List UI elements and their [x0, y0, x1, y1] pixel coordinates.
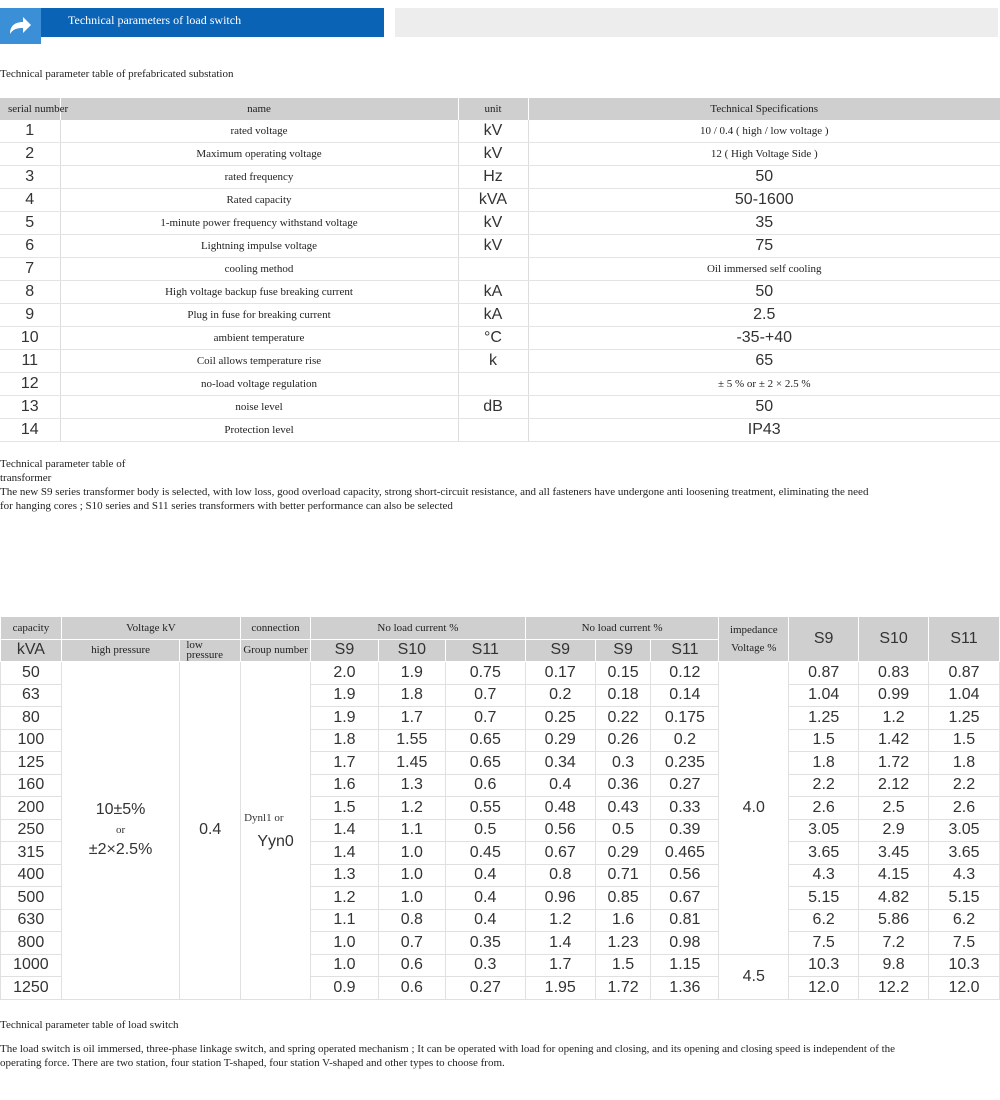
header-icon-box	[0, 8, 41, 44]
noload-b-cell: 1.15	[651, 954, 719, 977]
noload-b-cell: 0.43	[595, 797, 651, 820]
high-pressure-or: or	[115, 824, 126, 837]
noload-b-cell: 1.36	[651, 977, 719, 1000]
noload-b-cell: 0.2	[651, 729, 719, 752]
row-spec: ± 5 % or ± 2 × 2.5 %	[528, 373, 1000, 396]
series-cell: 5.15	[929, 887, 1000, 910]
table-row	[0, 396, 1000, 419]
series-cell: 2.6	[789, 797, 859, 820]
series-cell: 12.0	[789, 977, 859, 1000]
row-name: rated voltage	[60, 120, 458, 143]
table-row	[0, 258, 1000, 281]
noload-b-cell: 0.2	[525, 684, 595, 707]
noload-a-cell: 1.9	[311, 707, 379, 730]
substation-parameter-table	[0, 98, 1000, 442]
row-spec: 12 ( High Voltage Side )	[528, 143, 1000, 166]
load-switch-caption: Technical parameter table of load switch	[0, 1019, 179, 1031]
row-unit: k	[458, 350, 528, 373]
series-cell: 7.2	[859, 932, 929, 955]
noload-a-cell: 0.7	[445, 684, 525, 707]
header-kva: kVA	[1, 639, 62, 662]
noload-b-cell: 0.175	[651, 707, 719, 730]
row-serial: 7	[0, 258, 60, 281]
row-kva: 50	[1, 662, 62, 685]
header-capacity: capacity	[1, 617, 62, 640]
impedance-value-a: 4.0	[719, 662, 789, 955]
series-cell: 1.5	[929, 729, 1000, 752]
noload-a-cell: 0.35	[445, 932, 525, 955]
row-unit	[458, 258, 528, 281]
noload-a-cell: 0.6	[445, 774, 525, 797]
series-cell: 1.72	[859, 752, 929, 775]
noload-a-cell: 1.3	[378, 774, 445, 797]
series-cell: 5.86	[859, 909, 929, 932]
header-s9-c: S9	[789, 617, 859, 662]
noload-a-cell: 0.65	[445, 729, 525, 752]
noload-a-cell: 0.4	[445, 864, 525, 887]
header-s9-b2: S9	[595, 639, 651, 662]
header-spec: Technical Specifications	[528, 98, 1000, 120]
row-kva: 200	[1, 797, 62, 820]
noload-b-cell: 1.23	[595, 932, 651, 955]
table-row	[0, 304, 1000, 327]
noload-b-cell: 0.22	[595, 707, 651, 730]
noload-a-cell: 0.4	[445, 909, 525, 932]
row-serial: 4	[0, 189, 60, 212]
row-unit: Hz	[458, 166, 528, 189]
row-spec: IP43	[528, 419, 1000, 442]
noload-a-cell: 2.0	[311, 662, 379, 685]
header-name: name	[60, 98, 458, 120]
series-cell: 1.25	[789, 707, 859, 730]
row-name: High voltage backup fuse breaking current	[60, 281, 458, 304]
noload-b-cell: 0.15	[595, 662, 651, 685]
series-cell: 12.2	[859, 977, 929, 1000]
noload-a-cell: 1.1	[378, 819, 445, 842]
series-cell: 2.5	[859, 797, 929, 820]
noload-b-cell: 0.29	[595, 842, 651, 865]
noload-b-cell: 0.67	[525, 842, 595, 865]
row-spec: 35	[528, 212, 1000, 235]
high-pressure-value2: ±2×2.5%	[88, 841, 153, 859]
series-cell: 5.15	[789, 887, 859, 910]
header-serial: serial number	[0, 98, 60, 120]
noload-b-cell: 0.56	[651, 864, 719, 887]
series-cell: 1.2	[859, 707, 929, 730]
row-serial: 8	[0, 281, 60, 304]
series-cell: 3.65	[929, 842, 1000, 865]
table-row	[0, 189, 1000, 212]
header-group: Group number	[241, 639, 311, 662]
table-row	[0, 212, 1000, 235]
series-cell: 3.05	[789, 819, 859, 842]
table-row	[0, 281, 1000, 304]
row-unit: kV	[458, 143, 528, 166]
row-name: Plug in fuse for breaking current	[60, 304, 458, 327]
noload-a-cell: 0.5	[445, 819, 525, 842]
noload-b-cell: 0.14	[651, 684, 719, 707]
transformer-parameter-table	[0, 616, 1000, 1000]
header-s9-b: S9	[525, 639, 595, 662]
row-name: Coil allows temperature rise	[60, 350, 458, 373]
row-name: noise level	[60, 396, 458, 419]
noload-b-cell: 0.48	[525, 797, 595, 820]
row-kva: 400	[1, 864, 62, 887]
series-cell: 10.3	[929, 954, 1000, 977]
noload-b-cell: 0.96	[525, 887, 595, 910]
header-s11-b: S11	[651, 639, 719, 662]
row-kva: 315	[1, 842, 62, 865]
table-row	[1, 662, 1000, 685]
row-serial: 1	[0, 120, 60, 143]
load-switch-desc-line1: The load switch is oil immersed, three-phase linkage switch, and spring operated mechanism ; It can be operated with load for opening and closing, and its opening and closing speed is independent of the	[0, 1043, 896, 1055]
noload-a-cell: 1.7	[311, 752, 379, 775]
noload-b-cell: 0.71	[595, 864, 651, 887]
row-spec: 50-1600	[528, 189, 1000, 212]
series-cell: 6.2	[789, 909, 859, 932]
row-unit	[458, 373, 528, 396]
header-voltage: Voltage kV	[61, 617, 240, 640]
noload-b-cell: 0.18	[595, 684, 651, 707]
noload-b-cell: 0.36	[595, 774, 651, 797]
noload-a-cell: 1.2	[311, 887, 379, 910]
connection-line2: Yyn0	[257, 833, 294, 851]
row-spec: 2.5	[528, 304, 1000, 327]
noload-b-cell: 0.12	[651, 662, 719, 685]
series-cell: 1.8	[789, 752, 859, 775]
series-cell: 7.5	[929, 932, 1000, 955]
noload-b-cell: 0.8	[525, 864, 595, 887]
row-spec: 75	[528, 235, 1000, 258]
row-spec: 10 / 0.4 ( high / low voltage )	[528, 120, 1000, 143]
noload-a-cell: 1.0	[311, 932, 379, 955]
table-row	[0, 419, 1000, 442]
noload-a-cell: 0.7	[378, 932, 445, 955]
connection-line1: Dynl1 or	[244, 812, 284, 825]
noload-b-cell: 1.2	[525, 909, 595, 932]
row-serial: 11	[0, 350, 60, 373]
noload-a-cell: 1.9	[378, 662, 445, 685]
series-cell: 2.9	[859, 819, 929, 842]
merged-low-pressure: 0.4	[180, 662, 241, 1000]
row-name: no-load voltage regulation	[60, 373, 458, 396]
noload-a-cell: 1.8	[378, 684, 445, 707]
noload-a-cell: 1.0	[378, 842, 445, 865]
row-serial: 12	[0, 373, 60, 396]
transformer-desc-line1: The new S9 series transformer body is selected, with low loss, good overload capacity, strong short-circuit resistance, and all fasteners have undergone anti loosening treatment, eliminating the need	[0, 486, 869, 498]
row-kva: 250	[1, 819, 62, 842]
noload-b-cell: 0.25	[525, 707, 595, 730]
header-noload-a: No load current %	[311, 617, 526, 640]
row-unit: dB	[458, 396, 528, 419]
series-cell: 0.87	[929, 662, 1000, 685]
row-serial: 14	[0, 419, 60, 442]
row-name: cooling method	[60, 258, 458, 281]
header-s11-c: S11	[929, 617, 1000, 662]
table-row	[0, 350, 1000, 373]
series-cell: 3.05	[929, 819, 1000, 842]
noload-a-cell: 0.6	[378, 954, 445, 977]
series-cell: 2.2	[789, 774, 859, 797]
row-spec: 50	[528, 281, 1000, 304]
noload-a-cell: 1.9	[311, 684, 379, 707]
noload-b-cell: 0.33	[651, 797, 719, 820]
header-s11-a: S11	[445, 639, 525, 662]
noload-b-cell: 1.6	[595, 909, 651, 932]
noload-a-cell: 1.4	[311, 819, 379, 842]
row-name: Protection level	[60, 419, 458, 442]
row-kva: 630	[1, 909, 62, 932]
row-spec: 65	[528, 350, 1000, 373]
impedance-value-b: 4.5	[719, 954, 789, 999]
row-spec: -35-+40	[528, 327, 1000, 350]
noload-b-cell: 1.72	[595, 977, 651, 1000]
row-name: Lightning impulse voltage	[60, 235, 458, 258]
noload-a-cell: 0.27	[445, 977, 525, 1000]
noload-a-cell: 1.1	[311, 909, 379, 932]
row-unit: °C	[458, 327, 528, 350]
row-serial: 13	[0, 396, 60, 419]
header-impedance-line2: Voltage %	[731, 642, 777, 654]
noload-a-cell: 0.7	[445, 707, 525, 730]
noload-b-cell: 1.7	[525, 954, 595, 977]
table-row	[0, 327, 1000, 350]
noload-a-cell: 0.45	[445, 842, 525, 865]
noload-b-cell: 0.56	[525, 819, 595, 842]
noload-a-cell: 0.3	[445, 954, 525, 977]
header-s10-c: S10	[859, 617, 929, 662]
series-cell: 12.0	[929, 977, 1000, 1000]
table-row	[0, 373, 1000, 396]
header-low: low pressure	[180, 639, 241, 662]
row-name: 1-minute power frequency withstand voltage	[60, 212, 458, 235]
header-s10-a: S10	[378, 639, 445, 662]
noload-b-cell: 0.34	[525, 752, 595, 775]
series-cell: 10.3	[789, 954, 859, 977]
noload-b-cell: 0.29	[525, 729, 595, 752]
series-cell: 1.8	[929, 752, 1000, 775]
noload-b-cell: 0.27	[651, 774, 719, 797]
table-row	[0, 143, 1000, 166]
noload-a-cell: 0.6	[378, 977, 445, 1000]
row-kva: 1000	[1, 954, 62, 977]
row-unit: kV	[458, 120, 528, 143]
transformer-caption-line1: Technical parameter table of	[0, 458, 126, 470]
transformer-caption-line2: transformer	[0, 472, 52, 484]
series-cell: 3.65	[789, 842, 859, 865]
transformer-header-row-1	[1, 617, 1000, 640]
noload-a-cell: 1.45	[378, 752, 445, 775]
noload-a-cell: 1.0	[311, 954, 379, 977]
row-kva: 800	[1, 932, 62, 955]
row-serial: 6	[0, 235, 60, 258]
noload-a-cell: 1.55	[378, 729, 445, 752]
noload-b-cell: 0.67	[651, 887, 719, 910]
row-spec: 50	[528, 396, 1000, 419]
header-noload-b: No load current %	[525, 617, 719, 640]
series-cell: 1.5	[789, 729, 859, 752]
series-cell: 0.87	[789, 662, 859, 685]
row-name: Maximum operating voltage	[60, 143, 458, 166]
noload-a-cell: 1.7	[378, 707, 445, 730]
row-kva: 125	[1, 752, 62, 775]
row-name: rated frequency	[60, 166, 458, 189]
series-cell: 9.8	[859, 954, 929, 977]
transformer-desc-line2: for hanging cores ; S10 series and S11 series transformers with better performance can also be selected	[0, 500, 453, 512]
table-row	[0, 235, 1000, 258]
row-serial: 2	[0, 143, 60, 166]
series-cell: 4.3	[789, 864, 859, 887]
noload-b-cell: 0.81	[651, 909, 719, 932]
section-title-bar	[28, 8, 384, 37]
header-connection: connection	[241, 617, 311, 640]
noload-b-cell: 0.26	[595, 729, 651, 752]
row-unit: kA	[458, 281, 528, 304]
merged-connection-group	[241, 662, 311, 1000]
load-switch-desc-line2: operating force. There are two station, four station T-shaped, four station V-shaped and other types to choose from.	[0, 1057, 505, 1069]
noload-b-cell: 0.235	[651, 752, 719, 775]
row-kva: 1250	[1, 977, 62, 1000]
row-serial: 3	[0, 166, 60, 189]
row-unit: kV	[458, 235, 528, 258]
header-impedance-line1: impedance	[729, 624, 778, 636]
header-s9-a: S9	[311, 639, 379, 662]
series-cell: 7.5	[789, 932, 859, 955]
header-impedance	[719, 617, 789, 662]
noload-a-cell: 1.3	[311, 864, 379, 887]
row-serial: 10	[0, 327, 60, 350]
table-row	[0, 120, 1000, 143]
noload-a-cell: 0.65	[445, 752, 525, 775]
noload-b-cell: 0.17	[525, 662, 595, 685]
series-cell: 0.99	[859, 684, 929, 707]
noload-a-cell: 1.2	[378, 797, 445, 820]
row-serial: 9	[0, 304, 60, 327]
noload-a-cell: 1.6	[311, 774, 379, 797]
row-spec: Oil immersed self cooling	[528, 258, 1000, 281]
noload-b-cell: 0.465	[651, 842, 719, 865]
series-cell: 4.15	[859, 864, 929, 887]
row-name: ambient temperature	[60, 327, 458, 350]
series-cell: 3.45	[859, 842, 929, 865]
series-cell: 0.83	[859, 662, 929, 685]
row-kva: 500	[1, 887, 62, 910]
merged-high-pressure	[61, 662, 180, 1000]
noload-a-cell: 1.0	[378, 887, 445, 910]
noload-b-cell: 0.98	[651, 932, 719, 955]
noload-b-cell: 1.95	[525, 977, 595, 1000]
series-cell: 1.25	[929, 707, 1000, 730]
noload-b-cell: 0.3	[595, 752, 651, 775]
row-serial: 5	[0, 212, 60, 235]
series-cell: 1.04	[789, 684, 859, 707]
row-kva: 100	[1, 729, 62, 752]
header-unit: unit	[458, 98, 528, 120]
noload-b-cell: 0.5	[595, 819, 651, 842]
high-pressure-value: 10±5%	[95, 801, 146, 819]
noload-b-cell: 0.85	[595, 887, 651, 910]
noload-a-cell: 0.4	[445, 887, 525, 910]
row-unit: kVA	[458, 189, 528, 212]
series-cell: 2.12	[859, 774, 929, 797]
row-spec: 50	[528, 166, 1000, 189]
noload-b-cell: 1.5	[595, 954, 651, 977]
noload-a-cell: 1.5	[311, 797, 379, 820]
series-cell: 4.3	[929, 864, 1000, 887]
row-unit	[458, 419, 528, 442]
noload-b-cell: 0.4	[525, 774, 595, 797]
row-kva: 160	[1, 774, 62, 797]
noload-a-cell: 1.8	[311, 729, 379, 752]
series-cell: 6.2	[929, 909, 1000, 932]
substation-table-caption: Technical parameter table of prefabricated substation	[0, 68, 234, 80]
header-gray-bar	[395, 8, 998, 37]
row-name: Rated capacity	[60, 189, 458, 212]
noload-b-cell: 1.4	[525, 932, 595, 955]
noload-a-cell: 0.9	[311, 977, 379, 1000]
noload-b-cell: 0.39	[651, 819, 719, 842]
noload-a-cell: 0.55	[445, 797, 525, 820]
table-header-row	[0, 98, 1000, 120]
row-unit: kA	[458, 304, 528, 327]
row-kva: 80	[1, 707, 62, 730]
table-row	[0, 166, 1000, 189]
noload-a-cell: 0.75	[445, 662, 525, 685]
noload-a-cell: 1.0	[378, 864, 445, 887]
section-title: Technical parameters of load switch	[68, 13, 242, 27]
series-cell: 2.2	[929, 774, 1000, 797]
header-high: high pressure	[61, 639, 180, 662]
series-cell: 1.04	[929, 684, 1000, 707]
row-unit: kV	[458, 212, 528, 235]
series-cell: 2.6	[929, 797, 1000, 820]
series-cell: 1.42	[859, 729, 929, 752]
noload-a-cell: 1.4	[311, 842, 379, 865]
series-cell: 4.82	[859, 887, 929, 910]
share-arrow-icon	[6, 14, 34, 38]
row-kva: 63	[1, 684, 62, 707]
noload-a-cell: 0.8	[378, 909, 445, 932]
